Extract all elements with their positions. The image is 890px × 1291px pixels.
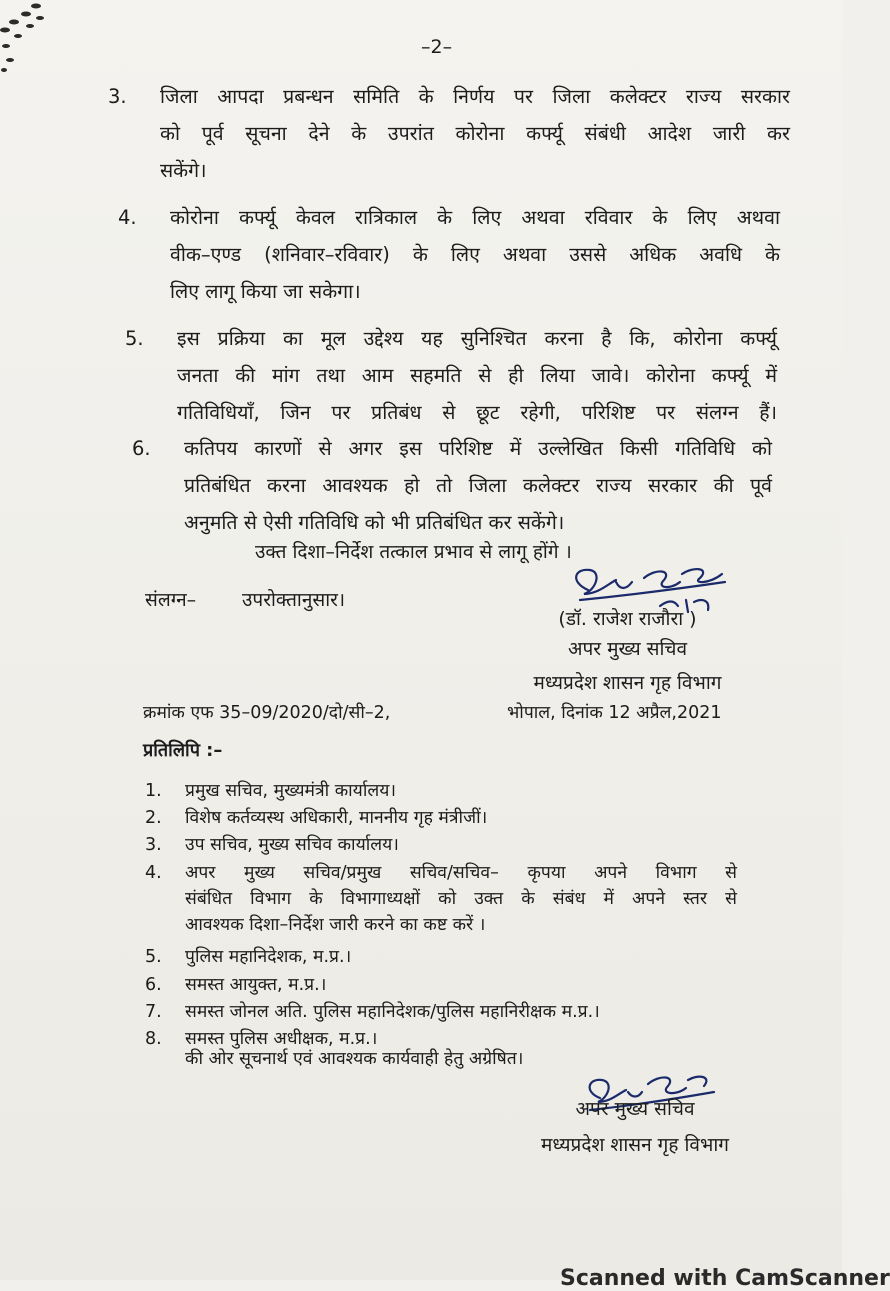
point-line: को पूर्व सूचना देने के उपरांत कोरोना कर्फ्यू संबंधी आदेश जारी कर <box>160 122 790 145</box>
enclosure-value: उपरोक्तानुसार। <box>242 589 346 611</box>
point-line: वीक–एण्ड (शनिवार–रविवार) के लिए अथवा उससे अधिक अवधि के <box>170 243 780 266</box>
copy-item-text: समस्त पुलिस अधीक्षक, म.प्र.। <box>185 1029 378 1049</box>
copy-heading: प्रतिलिपि :– <box>143 740 223 761</box>
signatory-block <box>520 602 735 700</box>
closing-line: की ओर सूचनार्थ एवं आवश्यक कार्यवाही हेतु अग्रेषित। <box>185 1049 524 1069</box>
point-number: 5. <box>125 327 144 350</box>
copy-item-number: 7. <box>145 1002 162 1022</box>
scanner-watermark: Scanned with CamScanner <box>560 1266 890 1291</box>
copy-item-text: उप सचिव, मुख्य सचिव कार्यालय। <box>185 835 399 855</box>
copy-item-number: 3. <box>145 835 162 855</box>
point-line: सकेंगे। <box>160 159 207 182</box>
footer-signatory-designation: अपर मुख्य सचिव <box>575 1098 695 1120</box>
copy-item-number: 4. <box>145 863 162 883</box>
copy-item-text: प्रमुख सचिव, मुख्यमंत्री कार्यालय। <box>185 781 397 801</box>
enclosure-label: संलग्न– <box>145 589 197 611</box>
point-4 <box>118 199 798 314</box>
point-line: कतिपय कारणों से अगर इस परिशिष्ट में उल्लेखित किसी गतिविधि को <box>184 437 772 460</box>
copy-item-number: 1. <box>145 781 162 801</box>
footer-signatory-block <box>515 1092 755 1162</box>
point-3 <box>108 78 798 193</box>
copy-item-number: 8. <box>145 1029 162 1049</box>
binding-holes-decoration <box>0 0 50 80</box>
point-line: जिला आपदा प्रबन्धन समिति के निर्णय पर जिला कलेक्टर राज्य सरकार <box>160 85 790 108</box>
copy-item-text: समस्त जोनल अति. पुलिस महानिदेशक/पुलिस महानिरीक्षक म.प्र.। <box>185 1002 600 1022</box>
effect-statement: उक्त दिशा–निर्देश तत्काल प्रभाव से लागू होंगे । <box>255 541 572 563</box>
page-number: –2– <box>421 36 453 58</box>
signatory-name: (डॉ. राजेश राजौरा ) <box>558 608 697 630</box>
copy-item-number: 6. <box>145 975 162 995</box>
copy-item-text: समस्त आयुक्त, म.प्र.। <box>185 975 327 995</box>
signatory-designation: अपर मुख्य सचिव <box>567 638 688 660</box>
point-line: इस प्रक्रिया का मूल उद्देश्य यह सुनिश्चित करना है कि, कोरोना कर्फ्यू <box>177 327 777 350</box>
reference-number: क्रमांक एफ 35–09/2020/दो/सी–2, <box>143 703 391 723</box>
place-and-date: भोपाल, दिनांक 12 अप्रैल,2021 <box>507 703 722 723</box>
copy-item-number: 5. <box>145 947 162 967</box>
point-number: 4. <box>118 206 137 229</box>
point-number: 6. <box>132 437 151 460</box>
copy-item-number: 2. <box>145 808 162 828</box>
point-line: लिए लागू किया जा सकेगा। <box>170 280 361 303</box>
point-line: प्रतिबंधित करना आवश्यक हो तो जिला कलेक्टर राज्य सरकार की पूर्व <box>184 474 772 497</box>
signatory-department: मध्यप्रदेश शासन गृह विभाग <box>533 672 722 694</box>
footer-signatory-department: मध्यप्रदेश शासन गृह विभाग <box>541 1134 729 1156</box>
point-line: कोरोना कर्फ्यू केवल रात्रिकाल के लिए अथवा रविवार के लिए अथवा <box>170 206 780 229</box>
copy-item-text: संबंधित विभाग के विभागाध्यक्षों को उक्त के संबंध में अपने स्तर से <box>185 889 737 909</box>
point-line: अनुमति से ऐसी गतिविधि को भी प्रतिबंधित कर सकेंगे। <box>184 511 565 534</box>
point-line: गतिविधियाँ, जिन पर प्रतिबंध से छूट रहेगी, परिशिष्ट पर संलग्न हैं। <box>177 401 777 424</box>
point-5 <box>125 320 805 435</box>
copy-item-text: विशेष कर्तव्यस्थ अधिकारी, माननीय गृह मंत्रीजीं। <box>185 808 488 828</box>
point-line: जनता की मांग तथा आम सहमति से ही लिया जावे। कोरोना कर्फ्यू में <box>177 364 777 387</box>
point-number: 3. <box>108 85 127 108</box>
point-6 <box>132 430 812 545</box>
copy-item-text: अपर मुख्य सचिव/प्रमुख सचिव/सचिव– कृपया अपने विभाग से <box>185 863 737 883</box>
copy-item-text: आवश्यक दिशा–निर्देश जारी करने का कष्ट करें । <box>185 915 486 935</box>
copy-item-text: पुलिस महानिदेशक, म.प्र.। <box>185 947 352 967</box>
